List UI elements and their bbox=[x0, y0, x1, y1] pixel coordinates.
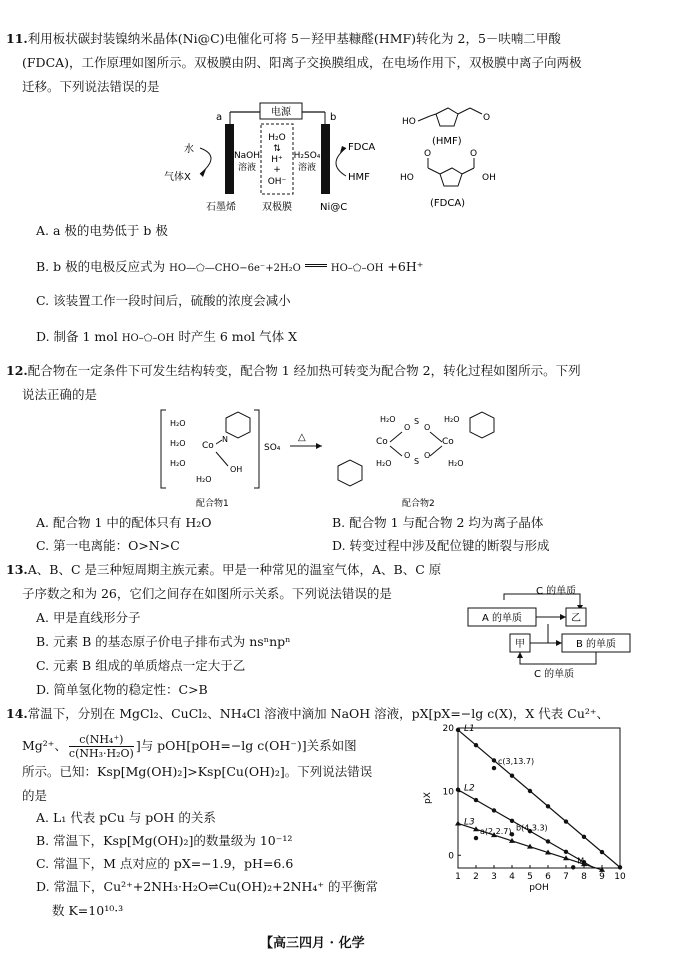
y-axis-label: pX bbox=[423, 792, 433, 804]
svg-text:H₂O: H₂O bbox=[444, 415, 460, 424]
svg-text:双极膜: 双极膜 bbox=[262, 202, 292, 213]
series-marker-L2 bbox=[546, 839, 550, 843]
series-marker-L2 bbox=[456, 788, 460, 792]
q14-frac-num: c(NH₄⁺) bbox=[69, 733, 134, 747]
q14-fraction bbox=[69, 733, 134, 760]
svg-text:SO₄: SO₄ bbox=[264, 443, 281, 453]
svg-text:O: O bbox=[404, 423, 411, 432]
q12-complex-diagram bbox=[158, 406, 518, 510]
svg-text:H₂O: H₂O bbox=[196, 475, 212, 484]
q11-stem-3: 迁移。下列说法错误的是 bbox=[22, 79, 160, 94]
q14-stem-2b: ]与 pOH[pOH=−lg c(OH⁻)]关系如图 bbox=[135, 738, 357, 753]
power-label: 电源 bbox=[271, 107, 291, 118]
svg-text:OH⁻: OH⁻ bbox=[267, 177, 287, 187]
q12-line1 bbox=[6, 362, 581, 380]
graphene-electrode bbox=[225, 124, 234, 194]
q14-stem-2 bbox=[22, 733, 357, 760]
svg-text:NaOH: NaOH bbox=[233, 151, 261, 161]
q12-stem-2: 说法正确的是 bbox=[22, 387, 98, 402]
svg-text:N: N bbox=[222, 435, 228, 444]
svg-text:气体X: 气体X bbox=[164, 172, 191, 183]
series-marker-L1 bbox=[600, 850, 604, 854]
q13-number: 13. bbox=[6, 562, 28, 577]
svg-text:甲: 甲 bbox=[515, 639, 525, 650]
q11-option-d[interactable] bbox=[36, 328, 297, 348]
svg-text:O: O bbox=[483, 113, 491, 123]
q11-stem-2: (FDCA)，工作原理如图所示。双极膜由阴、阳离子交换膜组成，在电场作用下，双极膜中离子向两极 bbox=[22, 55, 582, 70]
electrode-b-label: b bbox=[330, 112, 337, 123]
series-marker-L2 bbox=[510, 819, 514, 823]
q14-option-c[interactable]: C. 常温下，M 点对应的 pX=−1.9，pH=6.6 bbox=[36, 856, 294, 871]
svg-text:OH: OH bbox=[482, 173, 496, 183]
y-tick-label: 0 bbox=[448, 851, 454, 862]
svg-text:⇅: ⇅ bbox=[273, 144, 281, 154]
series-marker-L1 bbox=[528, 789, 532, 793]
q11-option-b-suffix: +6H⁺ bbox=[387, 259, 424, 274]
nic-electrode bbox=[321, 124, 330, 194]
series-marker-L3 bbox=[455, 820, 461, 825]
q13-option-c[interactable]: C. 元素 B 组成的单质熔点一定大于乙 bbox=[36, 658, 246, 673]
q14-option-d-line1[interactable]: D. 常温下，Cu²⁺+2NH₃·H₂O⇌Cu(OH)₂+2NH₄⁺ 的平衡常 bbox=[36, 879, 379, 894]
svg-text:(HMF): (HMF) bbox=[432, 136, 462, 147]
x-tick-label: 3 bbox=[491, 872, 497, 882]
svg-text:H₂O: H₂O bbox=[170, 419, 186, 428]
footer-label: 【高三四月 · 化学 bbox=[260, 936, 365, 951]
q11-option-a[interactable]: A. a 极的电势低于 b 极 bbox=[36, 223, 168, 238]
x-tick-label: 4 bbox=[509, 872, 515, 882]
svg-text:H₂O: H₂O bbox=[268, 133, 286, 143]
q11-number: 11. bbox=[6, 31, 28, 46]
px-poh-chart bbox=[418, 720, 634, 892]
svg-text:H⁺: H⁺ bbox=[271, 155, 283, 165]
q11-option-b-reactant: HO—⬠—CHO−6e⁻+2H₂O bbox=[169, 263, 301, 274]
svg-text:Co: Co bbox=[376, 437, 388, 447]
q12-option-d[interactable]: D. 转变过程中涉及配位键的断裂与形成 bbox=[332, 538, 550, 553]
svg-text:H₂O: H₂O bbox=[376, 459, 392, 468]
svg-text:HO: HO bbox=[400, 173, 414, 183]
svg-text:水: 水 bbox=[184, 144, 194, 155]
q12-option-a[interactable]: A. 配合物 1 中的配体只有 H₂O bbox=[36, 515, 212, 530]
svg-text:HMF: HMF bbox=[348, 172, 370, 183]
series-marker-L1 bbox=[564, 819, 568, 823]
q11-option-b[interactable] bbox=[36, 258, 423, 278]
q13-relation-diagram bbox=[462, 580, 634, 680]
series-marker-L1 bbox=[510, 774, 514, 778]
x-tick-label: 6 bbox=[545, 872, 551, 882]
q13-option-d[interactable]: D. 简单氢化物的稳定性：C>B bbox=[36, 682, 208, 697]
q12-option-b[interactable]: B. 配合物 1 与配合物 2 均为离子晶体 bbox=[332, 515, 544, 530]
series-marker-L1 bbox=[456, 728, 460, 732]
q11-option-c[interactable]: C. 该装置工作一段时间后，硫酸的浓度会减小 bbox=[36, 293, 291, 308]
svg-text:石墨烯: 石墨烯 bbox=[206, 202, 236, 213]
q13-stem-2: 子序数之和为 26，它们之间存在如图所示关系。下列说法错误的是 bbox=[22, 586, 392, 601]
q11-cell-diagram bbox=[150, 98, 390, 220]
svg-text:HO: HO bbox=[402, 117, 416, 127]
annotated-point bbox=[571, 865, 575, 869]
q12-stem-1: 配合物在一定条件下可发生结构转变，配合物 1 经加热可转变为配合物 2，转化过程如图所示。下列 bbox=[27, 363, 581, 378]
svg-text:O: O bbox=[470, 149, 478, 159]
q12-option-c[interactable]: C. 第一电离能：O>N>C bbox=[36, 538, 180, 553]
svg-text:A 的单质: A 的单质 bbox=[481, 613, 523, 624]
fdca-inline: HO–⬠–OH bbox=[330, 263, 384, 274]
svg-text:OH: OH bbox=[230, 465, 243, 474]
svg-text:配合物1: 配合物1 bbox=[196, 499, 229, 509]
series-marker-L2 bbox=[492, 808, 496, 812]
q14-option-b[interactable]: B. 常温下，Ksp[Mg(OH)₂]的数量级为 10⁻¹² bbox=[36, 833, 293, 848]
svg-text:O: O bbox=[404, 451, 411, 460]
series-marker-L2 bbox=[474, 798, 478, 802]
q14-stem-1: 常温下，分别在 MgCl₂、CuCl₂、NH₄Cl 溶液中滴加 NaOH 溶液，pX[pX=−lg c(X)，X 代表 Cu²⁺、 bbox=[27, 706, 609, 721]
svg-text:H₂O: H₂O bbox=[380, 415, 396, 424]
svg-text:B 的单质: B 的单质 bbox=[575, 639, 617, 650]
svg-text:S: S bbox=[414, 457, 420, 466]
q11-option-b-prefix: B. b 极的电极反应式为 bbox=[36, 259, 166, 274]
svg-text:溶液: 溶液 bbox=[297, 163, 317, 173]
q12-number: 12. bbox=[6, 363, 28, 378]
series-marker-L1 bbox=[546, 804, 550, 808]
svg-text:C 的单质: C 的单质 bbox=[534, 669, 575, 680]
x-tick-label: 9 bbox=[599, 872, 605, 882]
q14-stem-3: 所示。已知：Ksp[Mg(OH)₂]>Ksp[Cu(OH)₂]。下列说法错误 bbox=[22, 764, 373, 779]
x-tick-label: 5 bbox=[527, 872, 533, 882]
q11-option-d-suffix: 时产生 6 mol 气体 X bbox=[178, 329, 297, 344]
point-label: M bbox=[577, 856, 585, 866]
annotated-point bbox=[492, 766, 496, 770]
svg-text:O: O bbox=[424, 149, 432, 159]
q13-line1 bbox=[6, 561, 441, 579]
svg-text:溶液: 溶液 bbox=[237, 163, 257, 173]
x-tick-label: 10 bbox=[614, 872, 626, 882]
q13-option-b[interactable]: B. 元素 B 的基态原子价电子排布式为 nsⁿnpⁿ bbox=[36, 634, 291, 649]
svg-text:O: O bbox=[424, 451, 431, 460]
point-label: a(2,2.7) bbox=[480, 827, 512, 837]
electrode-a-label: a bbox=[216, 112, 223, 123]
svg-text:Co: Co bbox=[202, 441, 214, 451]
svg-text:H₂O: H₂O bbox=[170, 439, 186, 448]
annotated-point bbox=[474, 836, 478, 840]
svg-text:配合物2: 配合物2 bbox=[402, 499, 435, 509]
x-axis-label: pOH bbox=[529, 883, 549, 892]
x-tick-label: 7 bbox=[563, 872, 569, 882]
svg-text:Ni@C: Ni@C bbox=[320, 202, 348, 213]
series-line-L1 bbox=[458, 730, 620, 867]
svg-text:O: O bbox=[424, 423, 431, 432]
series-label-L3: L3 bbox=[464, 817, 475, 828]
svg-text:(FDCA): (FDCA) bbox=[430, 198, 466, 209]
q11-stem-1: 利用板状碳封装镍纳米晶体(Ni@C)电催化可将 5－羟甲基糠醛(HMF)转化为 2，5－呋喃二甲酸 bbox=[27, 31, 561, 46]
q11-option-d-prefix: D. 制备 1 mol bbox=[36, 329, 118, 344]
q14-option-a[interactable]: A. L₁ 代表 pCu 与 pOH 的关系 bbox=[36, 810, 216, 825]
svg-text:+: + bbox=[273, 165, 281, 175]
svg-text:Co: Co bbox=[442, 437, 454, 447]
q14-option-d-line2: 数 K=10¹⁰·³ bbox=[52, 903, 124, 918]
x-tick-label: 2 bbox=[473, 872, 479, 882]
series-marker-L1 bbox=[618, 865, 622, 869]
svg-text:H₂O: H₂O bbox=[170, 459, 186, 468]
q13-stem-1: A、B、C 是三种短周期主族元素。甲是一种常见的温室气体，A、B、C 原 bbox=[27, 562, 442, 577]
hmf-fdca-structures bbox=[398, 96, 528, 212]
fdca-inline-d: HO–⬠–OH bbox=[121, 333, 175, 344]
series-marker-L1 bbox=[582, 835, 586, 839]
series-label-L1: L1 bbox=[464, 723, 475, 734]
point-label: b(4,3.3) bbox=[516, 823, 548, 833]
q14-number: 14. bbox=[6, 706, 28, 721]
x-tick-label: 1 bbox=[455, 872, 461, 882]
svg-text:FDCA: FDCA bbox=[348, 142, 376, 153]
point-label: c(3,13.7) bbox=[498, 757, 535, 767]
svg-text:S: S bbox=[414, 417, 420, 426]
q11-line1 bbox=[6, 30, 561, 48]
q14-stem-4: 的是 bbox=[22, 788, 48, 803]
svg-text:H₂O: H₂O bbox=[448, 459, 464, 468]
q14-mg: Mg²⁺、 bbox=[22, 738, 67, 753]
series-marker-L1 bbox=[474, 743, 478, 747]
svg-text:△: △ bbox=[298, 432, 306, 443]
series-marker-L1 bbox=[492, 758, 496, 762]
y-tick-label: 20 bbox=[442, 724, 454, 734]
svg-text:H₂SO₄: H₂SO₄ bbox=[293, 151, 321, 161]
svg-text:C 的单质: C 的单质 bbox=[536, 586, 577, 597]
q14-frac-den: c(NH₃·H₂O) bbox=[68, 747, 134, 760]
x-tick-label: 8 bbox=[581, 872, 587, 882]
svg-text:乙: 乙 bbox=[571, 613, 581, 624]
series-marker-L2 bbox=[564, 850, 568, 854]
y-tick-label: 10 bbox=[442, 787, 454, 798]
q13-option-a[interactable]: A. 甲是直线形分子 bbox=[36, 610, 141, 625]
series-label-L2: L2 bbox=[464, 783, 475, 794]
